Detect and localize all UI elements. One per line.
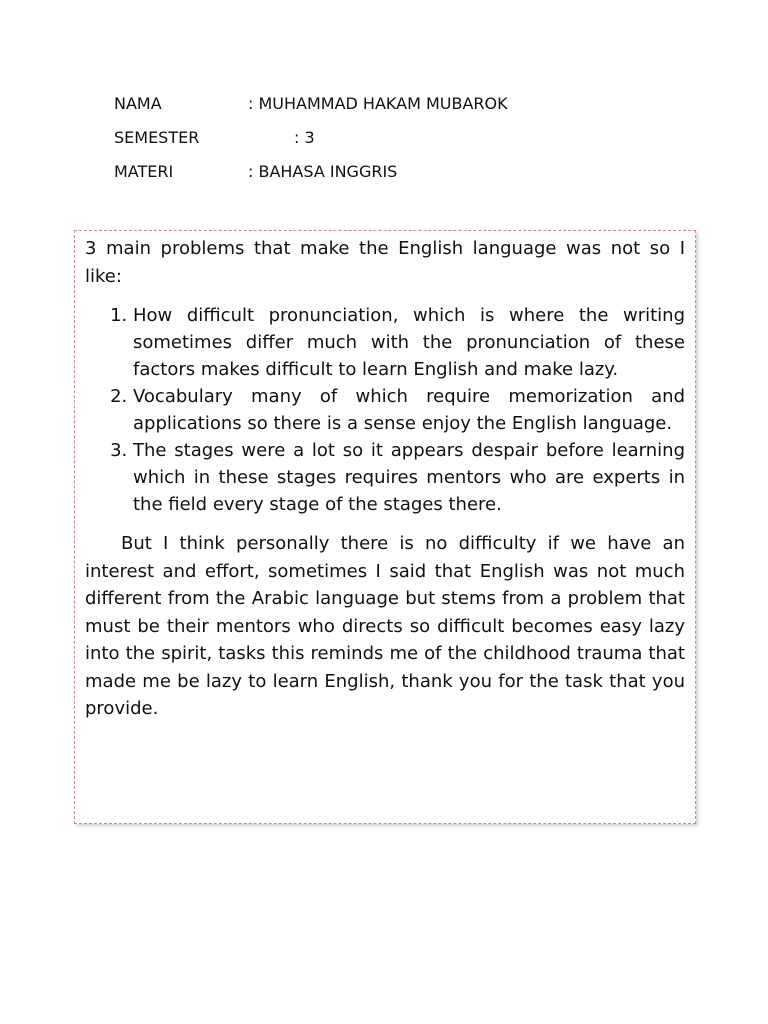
list-item: 1. How difficult pronunciation, which is where the writing sometimes differ much with the pronunciation of these factors makes difficult to learn English and make lazy. [133, 302, 685, 383]
semester-value: : 3 [294, 128, 315, 147]
essay-closing: But I think personally there is no difficulty if we have an interest and effort, sometimes I said that English was not much different from the Arabic language but stems from a problem that must be their mentors who directs so difficult becomes easy lazy into the spirit, tasks this reminds me of the childhood trauma that made me be lazy to learn English, thank you for the task that you provide. [85, 533, 685, 719]
essay-intro: 3 main problems that make the English language was not so I like: [85, 238, 685, 287]
essay-box [74, 230, 696, 824]
name-value: : MUHAMMAD HAKAM MUBAROK [248, 94, 508, 113]
subject-row [114, 162, 398, 182]
list-item: 3. The stages were a lot so it appears despair before learning which in these stages requires mentors who are experts in the field every stage of the stages there. [133, 437, 685, 518]
name-row [114, 94, 508, 114]
problem-list [85, 302, 685, 518]
semester-label: SEMESTER [114, 128, 200, 147]
semester-row [114, 128, 315, 148]
list-item: 2. Vocabulary many of which require memorization and applications so there is a sense enjoy the English language. [133, 383, 685, 437]
name-label: NAMA [114, 94, 162, 113]
subject-label: MATERI [114, 162, 174, 181]
subject-value: : BAHASA INGGRIS [248, 162, 398, 181]
